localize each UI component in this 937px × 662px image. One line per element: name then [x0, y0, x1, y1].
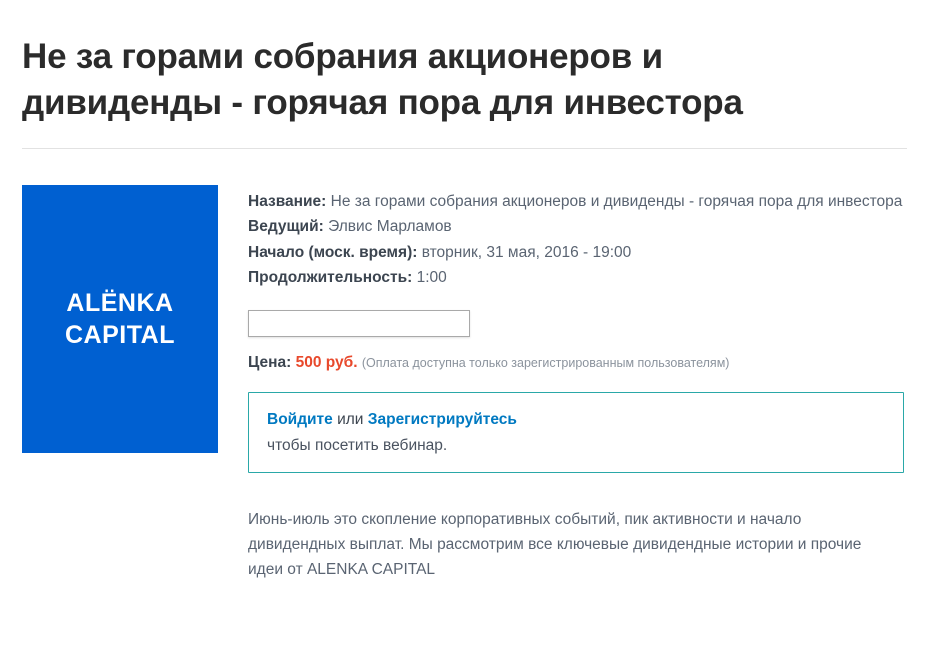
detail-name [248, 189, 907, 214]
page-title: Не за горами собрания акционеров и дивиденды - горячая пора для инвестора [22, 37, 743, 123]
webinar-poster [22, 185, 218, 453]
detail-duration-label: Продолжительность: [248, 268, 413, 286]
detail-host-value: Элвис Марламов [328, 218, 452, 236]
auth-notice-box [248, 392, 904, 473]
detail-duration-value: 1:00 [416, 268, 447, 286]
auth-notice-subtext: чтобы посетить вебинар. [267, 436, 448, 454]
price-line [248, 351, 907, 374]
detail-name-value: Не за горами собрания акционеров и дивиденды - горячая пора для инвестора [330, 193, 903, 211]
auth-notice-top [267, 409, 885, 431]
detail-host [248, 214, 907, 239]
register-link[interactable]: Зарегистрируйтесь [367, 411, 517, 429]
detail-start-value: вторник, 31 мая, 2016 - 19:00 [421, 243, 632, 261]
title-divider [22, 148, 907, 149]
detail-duration [248, 265, 907, 290]
input-row [248, 310, 907, 337]
webinar-details [218, 185, 907, 582]
webinar-description: Июнь-июль это скопление корпоративных событий, пик активности и начало дивидендных выплат. Мы рассмотрим все ключевые дивидендные истории и прочие идеи от ALENKA CAPITAL [248, 510, 862, 578]
webinar-text-input[interactable] [248, 310, 470, 337]
price-note: (Оплата доступна только зарегистрированным пользователям) [361, 355, 730, 370]
price-label: Цена: [248, 353, 292, 371]
price-value: 500 руб. [295, 353, 358, 371]
detail-name-label: Название: [248, 193, 327, 211]
logo-line-2: CAPITAL [65, 321, 175, 350]
notice-or-text: или [332, 411, 368, 429]
logo-line-1: ALËNKA [66, 289, 174, 318]
detail-host-label: Ведущий: [248, 218, 324, 236]
login-link[interactable]: Войдите [267, 411, 333, 429]
webinar-body [22, 185, 907, 582]
detail-start [248, 240, 907, 265]
alenka-capital-logo [22, 287, 218, 351]
detail-start-label: Начало (моск. время): [248, 243, 418, 261]
